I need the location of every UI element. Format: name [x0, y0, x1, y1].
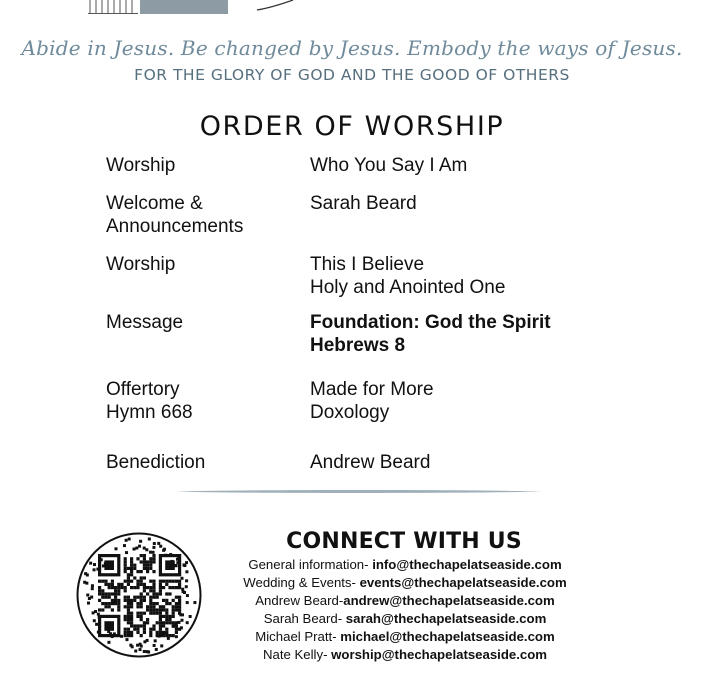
contact-label: Nate Kelly- — [262, 647, 332, 662]
contact-line — [200, 628, 610, 645]
order-label-line: Welcome & — [106, 193, 203, 214]
order-row-value — [310, 192, 670, 215]
order-row-label — [106, 311, 306, 334]
order-value-line: Andrew Beard — [310, 452, 431, 473]
logo-block-shape — [140, 0, 228, 14]
contact-label: Andrew Beard- — [255, 593, 344, 608]
order-label-line: Benediction — [106, 452, 206, 473]
contact-email-link[interactable]: info@thechapelatseaside.com — [372, 557, 562, 572]
contact-email-link[interactable]: andrew@thechapelatseaside.com — [343, 593, 555, 608]
contact-line — [200, 574, 610, 591]
tagline-script: Abide in Jesus. Be changed by Jesus. Embody the ways of Jesus. — [21, 36, 683, 60]
order-value-line: Foundation: God the Spirit — [310, 312, 551, 333]
order-value-line: Sarah Beard — [310, 193, 417, 214]
contact-line — [200, 592, 610, 609]
order-label-line: Hymn 668 — [106, 402, 193, 423]
order-row-value — [310, 451, 670, 474]
order-value-line: Who You Say I Am — [310, 155, 468, 176]
order-row-label — [106, 378, 306, 424]
logo-swoosh-icon — [255, 0, 295, 12]
divider — [176, 489, 542, 494]
order-row-label — [106, 253, 306, 276]
order-label-line: Worship — [106, 155, 176, 176]
order-value-line: Holy and Anointed One — [310, 277, 506, 298]
connect-title: CONNECT WITH US — [286, 529, 522, 554]
qr-code-icon — [76, 532, 202, 658]
order-row-label — [106, 192, 306, 238]
order-row-value — [310, 311, 670, 357]
contact-email-link[interactable]: events@thechapelatseaside.com — [359, 575, 567, 590]
contact-email-link[interactable]: sarah@thechapelatseaside.com — [345, 611, 547, 626]
contact-label: Wedding & Events- — [243, 575, 360, 590]
contact-line — [200, 646, 610, 663]
order-row-label — [106, 451, 306, 474]
order-value-line: This I Believe — [310, 254, 425, 275]
contact-label: Michael Pratt- — [255, 629, 341, 644]
order-label-line: Message — [106, 312, 184, 333]
contact-email-link[interactable]: michael@thechapelatseaside.com — [340, 629, 555, 644]
order-row-value — [310, 253, 670, 299]
order-value-line: Made for More — [310, 379, 434, 400]
order-row-value — [310, 154, 670, 177]
order-label-line: Worship — [106, 254, 176, 275]
order-label-line: Offertory — [106, 379, 180, 400]
order-row-value — [310, 378, 670, 424]
contact-email-link[interactable]: worship@thechapelatseaside.com — [331, 647, 548, 662]
chapel-logo-icon — [88, 0, 138, 14]
order-value-line: Hebrews 8 — [310, 335, 406, 356]
order-value-line: Doxology — [310, 402, 390, 423]
contact-line — [200, 610, 610, 627]
order-of-worship-title: ORDER OF WORSHIP — [199, 111, 505, 142]
contact-label: General information- — [248, 557, 373, 572]
contact-label: Sarah Beard- — [263, 611, 346, 626]
order-row-label — [106, 154, 306, 177]
tagline-caps: FOR THE GLORY OF GOD AND THE GOOD OF OTHERS — [134, 66, 570, 84]
contact-line — [200, 556, 610, 573]
order-label-line: Announcements — [106, 216, 244, 237]
